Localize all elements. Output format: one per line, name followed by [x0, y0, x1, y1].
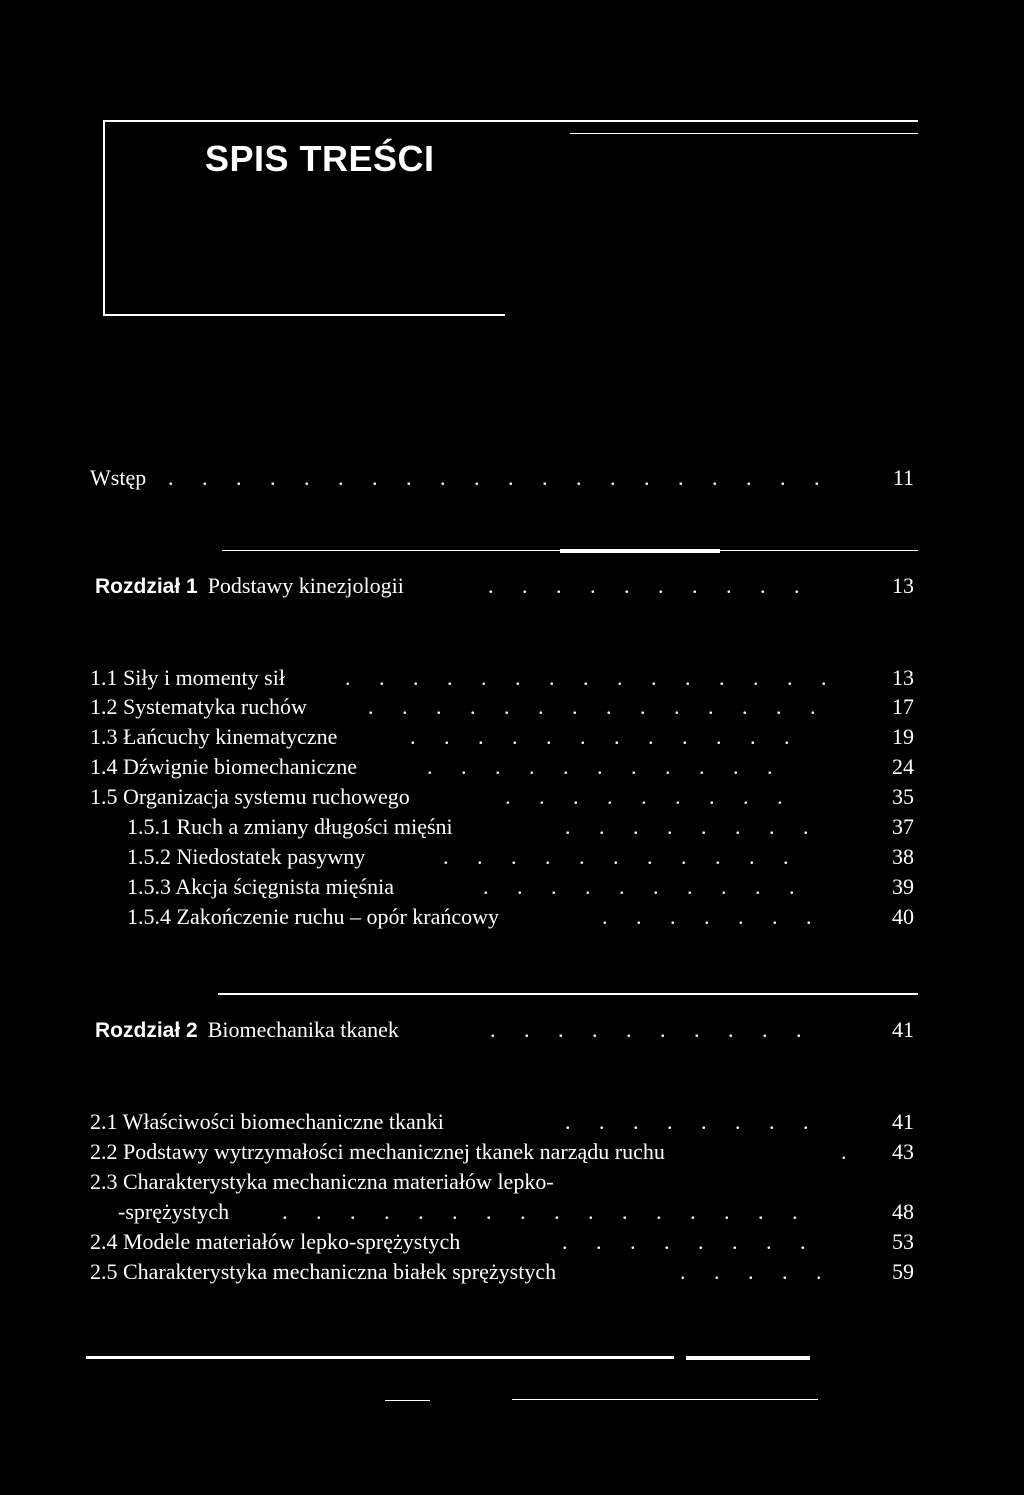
toc-entry[interactable]: [0, 1166, 1024, 1198]
toc-entry[interactable]: [0, 1256, 1024, 1288]
toc-page-number: 41: [892, 1017, 914, 1042]
toc-page-number: 43: [892, 1139, 914, 1164]
toc-leader-dots: . . . . . . . . . . . . . . . . . . . .: [168, 465, 831, 490]
toc-leader-dots: . . . . . . . . . . .: [443, 844, 800, 869]
toc-leader-dots: . . . . . . . . .: [505, 784, 794, 809]
toc-page-number: 37: [892, 814, 914, 839]
toc-entry-label: 2.2 Podstawy wytrzymałości mechanicznej tkanek narządu ruchu: [90, 1139, 665, 1164]
toc-entry[interactable]: [0, 1136, 1024, 1168]
toc-entry-label: 1.3 Łańcuchy kinematyczne: [90, 724, 338, 749]
toc-entry[interactable]: [0, 662, 1024, 694]
toc-leader-dots: . . . . . . . . . . . .: [410, 724, 801, 749]
toc-leader-dots: . . . . . . . .: [565, 814, 820, 839]
toc-entry[interactable]: [0, 901, 1024, 933]
toc-entry-label: 2.4 Modele materiałów lepko-sprężystych: [90, 1229, 461, 1254]
footer-rule: [512, 1399, 818, 1400]
toc-page-number: 19: [892, 724, 914, 749]
toc-leader-dots: . . . . . . . . . . . . . .: [368, 694, 827, 719]
toc-leader-dots: . . . . . . . . . . .: [427, 754, 784, 779]
toc-page-number: 40: [892, 904, 914, 929]
toc-entry-label: 2.3 Charakterystyka mechaniczna materiałów lepko-: [90, 1169, 554, 1194]
toc-leader-dots: . . . . . . . . . .: [488, 573, 811, 598]
toc-entry[interactable]: [0, 1106, 1024, 1138]
toc-page-number: 11: [892, 465, 914, 490]
toc-entry[interactable]: [0, 691, 1024, 723]
toc-entry[interactable]: [0, 751, 1024, 783]
toc-entry[interactable]: [0, 781, 1024, 813]
toc-leader-dots: . . . . . . . . . . . . . . . .: [282, 1199, 809, 1224]
toc-leader-dots: .: [841, 1139, 858, 1164]
toc-entry[interactable]: [0, 841, 1024, 873]
toc-page-number: 24: [892, 754, 914, 779]
toc-leader-dots: . . . . .: [680, 1259, 833, 1284]
toc-entry[interactable]: [0, 1226, 1024, 1258]
toc-leader-dots: . . . . . . . .: [562, 1229, 817, 1254]
footer-rule-fragment: [385, 1400, 430, 1401]
bottom-rule: [86, 1356, 674, 1359]
toc-page-number: 35: [892, 784, 914, 809]
toc-page-number: 41: [892, 1109, 914, 1134]
toc-page-number: 59: [892, 1259, 914, 1284]
chapter-name: Biomechanika tkanek: [207, 1017, 399, 1042]
toc-entry-label: Wstęp: [90, 465, 147, 490]
title-rule-secondary: [570, 133, 918, 134]
toc-entry[interactable]: [0, 1196, 1024, 1228]
chapter-rule-thick: [560, 549, 720, 553]
chapter-number: Rozdział 1: [95, 575, 198, 598]
toc-page-number: 13: [892, 665, 914, 690]
toc-entry-label: 1.5.4 Zakończenie ruchu – opór krańcowy: [127, 904, 500, 929]
toc-leader-dots: . . . . . . . .: [565, 1109, 820, 1134]
toc-entry-label: 1.5 Organizacja systemu ruchowego: [90, 784, 410, 809]
toc-entry[interactable]: [0, 721, 1024, 753]
toc-entry-label: 1.2 Systematyka ruchów: [90, 694, 307, 719]
toc-entry-label: 1.4 Dźwignie biomechaniczne: [90, 754, 357, 779]
toc-page-number: 13: [892, 573, 914, 598]
chapter-name: Podstawy kinezjologii: [207, 573, 404, 598]
toc-page-number: 53: [892, 1229, 914, 1254]
toc-entry-label: 1.1 Siły i momenty sił: [90, 665, 285, 690]
chapter-number: Rozdział 2: [95, 1019, 198, 1042]
toc-page-number: 38: [892, 844, 914, 869]
toc-page-number: 39: [892, 874, 914, 899]
toc-entry-label: 1.5.2 Niedostatek pasywny: [127, 844, 366, 869]
toc-entry-label: 2.5 Charakterystyka mechaniczna białek sprężystych: [90, 1259, 557, 1284]
toc-entry[interactable]: [0, 871, 1024, 903]
toc-chapter-2[interactable]: [0, 1014, 1024, 1046]
toc-leader-dots: . . . . . . . . . .: [483, 874, 806, 899]
toc-leader-dots: . . . . . . .: [602, 904, 823, 929]
toc-entry-intro[interactable]: [0, 462, 1024, 494]
toc-leader-dots: . . . . . . . . . .: [490, 1017, 813, 1042]
page-title: SPIS TREŚCI: [205, 138, 435, 179]
toc-entry-label: 1.5.3 Akcja ścięgnista mięśnia: [127, 874, 394, 899]
toc-entry-label: -sprężystych: [118, 1199, 230, 1224]
chapter-rule: [218, 993, 918, 995]
title-rule-top: [103, 120, 918, 122]
toc-page-number: 17: [892, 694, 914, 719]
toc-entry[interactable]: [0, 811, 1024, 843]
bottom-rule-right: [686, 1356, 810, 1360]
toc-entry-label: 1.5.1 Ruch a zmiany długości mięśni: [127, 814, 453, 839]
toc-entry-label: 2.1 Właściwości biomechaniczne tkanki: [90, 1109, 444, 1134]
toc-page-number: 48: [892, 1199, 914, 1224]
toc-chapter-1[interactable]: [0, 570, 1024, 602]
toc-leader-dots: . . . . . . . . . . . . . . .: [345, 665, 838, 690]
